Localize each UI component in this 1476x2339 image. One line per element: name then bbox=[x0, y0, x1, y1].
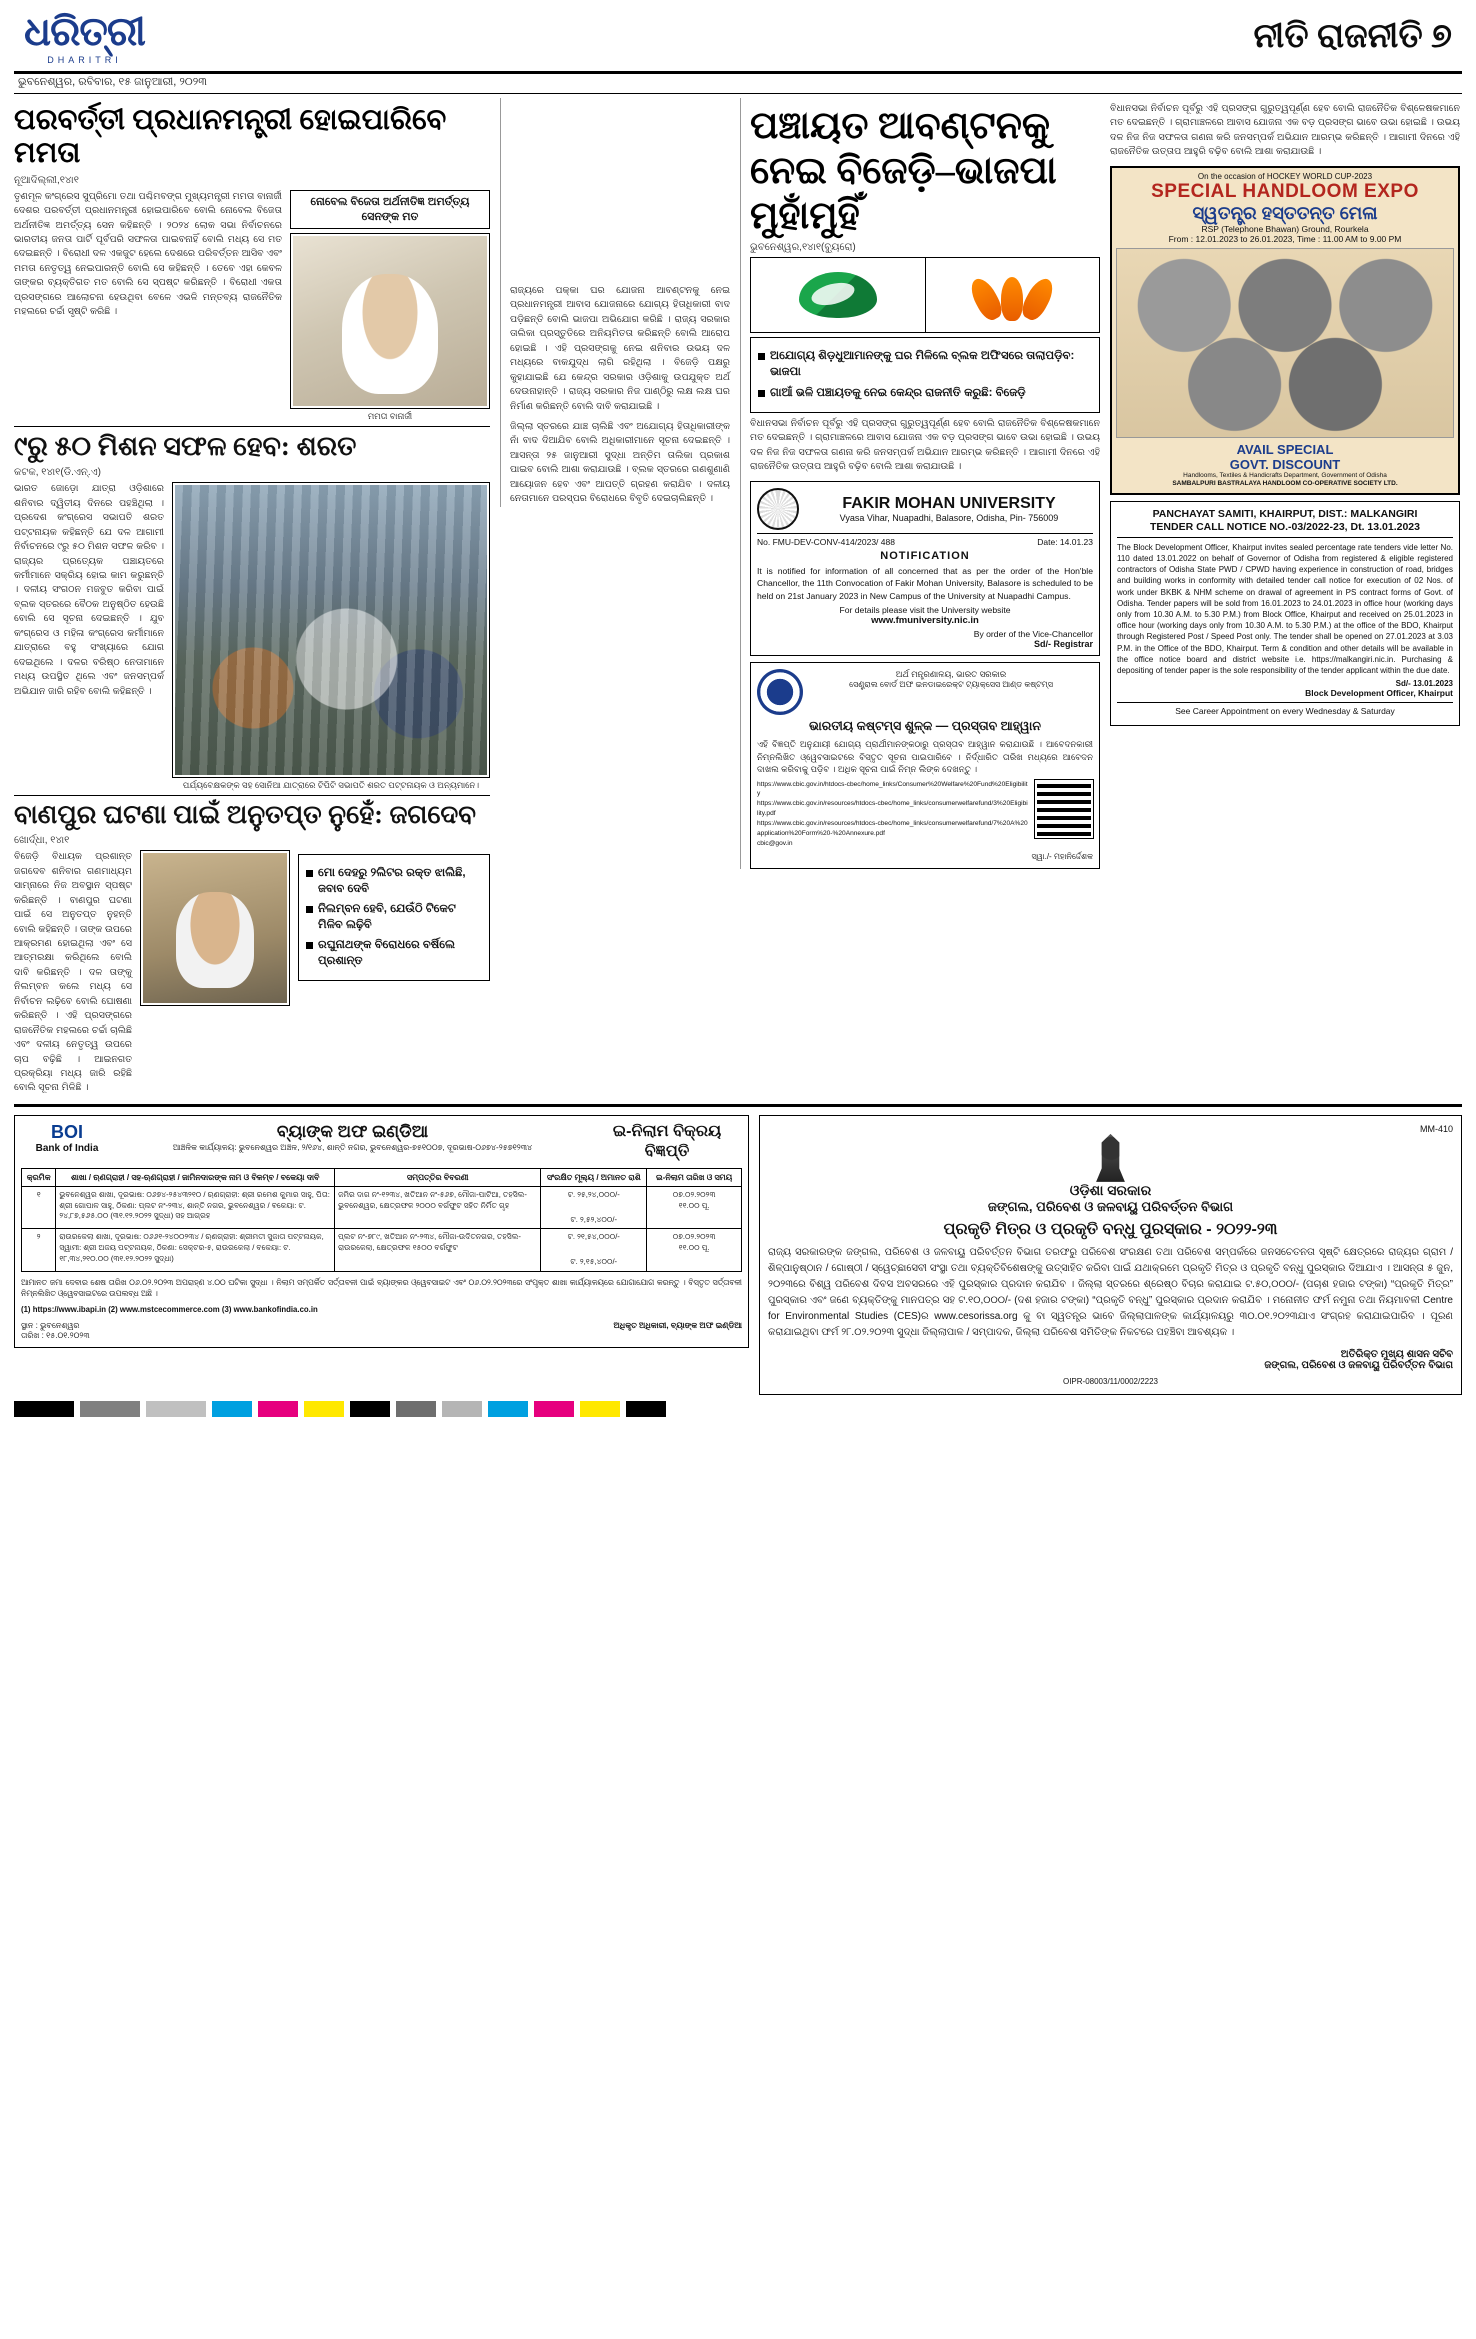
logo-text: ଧରିତ୍ରୀ bbox=[24, 9, 145, 54]
fmu-ref-no: No. FMU-DEV-CONV-414/2023/ 488 bbox=[757, 536, 895, 547]
color-swatch bbox=[146, 1401, 206, 1417]
expo-occasion: On the occasion of HOCKEY WORLD CUP-2023 bbox=[1197, 171, 1373, 181]
lead-right-headline: ପଞ୍ଚାୟତ ଆବଣ୍ଟନକୁ ନେଇ ବିଜେଡ଼ି–ଭାଜପା ମୁହାଁମୁହିଁ bbox=[750, 105, 1057, 237]
story-two-headline: ୯ରୁ ୫୦ ମିଶନ ସଫଳ ହେବ: ଶରତ bbox=[14, 431, 357, 462]
cbic-header bbox=[757, 669, 1093, 715]
boi-sign: ଅଧିକୃତ ଅଧିକାରୀ, ବ୍ୟାଙ୍କ ଅଫ ଇଣ୍ଡିଆ bbox=[613, 1321, 742, 1331]
cell-auction-date: ୦୭.୦୨.୨୦୨୩ bbox=[672, 1232, 716, 1242]
expo-venue: RSP (Telephone Bhawan) Ground, Rourkela bbox=[1201, 223, 1369, 234]
govt-award-title: ପ୍ରକୃତି ମିତ୍ର ଓ ପ୍ରକୃତି ବନ୍ଧୁ ପୁରସ୍କାର - ୨୦୨୨-୨୩ bbox=[943, 1220, 1278, 1238]
odisha-emblem-icon bbox=[1091, 1134, 1131, 1182]
fmu-notification-label: NOTIFICATION bbox=[880, 549, 970, 562]
govt-odisha-ad bbox=[759, 1115, 1462, 1395]
right-column-group bbox=[740, 98, 1460, 869]
qr-code-icon bbox=[1035, 780, 1093, 838]
fmu-address: Vyasa Vihar, Nuapadhi, Balasore, Odisha, Pin- 756009 bbox=[839, 512, 1059, 523]
boi-header bbox=[21, 1122, 742, 1162]
color-swatch bbox=[14, 1401, 74, 1417]
cell-reserve-price: ଟ. ୨୫,୨୪,୦୦୦/- bbox=[567, 1190, 620, 1199]
color-swatch bbox=[396, 1401, 436, 1417]
tender-body: The Block Development Officer, Khairput invites sealed percentage rate tenders vide letter No. 110 dated 13.01.2022 on behalf of Governor of Odisha from registered & eligible registered contractors of Odisha State PWD / CPWD having experience in construction of road, bridges and building works in conformity with detailed tender call notice for execution of 02 Nos. of work under BKBK & NHM scheme on drawal of agreement in PS contract forms of Govt. of Odisha. Tender papers will be sold from 16.01.2023 to 24.01.2023 in office hour (working days only from 10.30 A.M. to 5.30 P.M.) from Block Office, Khairput and received on 25.01.2023 in office hour (working days only from 10.30 A.M. to 5.30 P.M.) at the office of the BDO, Khairput through Registered Post / Speed Post only. The tender shall be opened on 27.01.2023 at 3.03 P.M. in the Office of the BDO, Khairput. Term & condition and other details will be available in the office notice board and district website i.e. https://malkangiri.nic.in. Purchasing & depositing of tender paper is the sole responsibility of the tender applicant within the due date. bbox=[1117, 542, 1453, 675]
color-swatch bbox=[212, 1401, 252, 1417]
cell-reserve-price: ଟ. ୨୧,୫୪,୦୦୦/- bbox=[567, 1232, 620, 1242]
boi-note: ଆମାନତ ଜମା ଦେବାର ଶେଷ ତାରିଖ ୦୬.୦୨.୨୦୨୩ ଅପରାହ୍ଣ ୪.୦୦ ଘଟିକା ସୁଦ୍ଧା । ନିଲାମ ସମ୍ପର୍କିତ ସର୍ତ୍ତାବଳୀ ପାଇଁ ବ୍ୟାଙ୍କର ଓ୍ୱେବସାଇଟ ଏବଂ ୦୬.୦୨.୨୦୨୩ରେ ସଂପୃକ୍ତ ଶାଖା କାର୍ଯ୍ୟାଳୟରେ ଯୋଗାଯୋଗ କରନ୍ତୁ । ବିସ୍ତୃତ ସର୍ତ୍ତାବଳୀ ନିମ୍ନଲିଖିତ ଓ୍ୱେବସାଇଟରେ ଉପଲବ୍ଧ ଅଛି । bbox=[21, 1277, 742, 1298]
fmu-website[interactable]: www.fmuniversity.nic.in bbox=[871, 615, 979, 627]
top-content-area bbox=[14, 98, 1462, 1096]
fmu-header bbox=[757, 488, 1093, 534]
cbic-ad bbox=[750, 662, 1100, 869]
cell-reserve bbox=[541, 1187, 647, 1229]
expo-avail-label: AVAIL SPECIAL bbox=[1236, 441, 1334, 457]
boi-branch-line: ଆଞ୍ଚଳିକ କାର୍ଯ୍ୟାଳୟ: ଭୁବନେଶ୍ୱର ଅଞ୍ଚଳ, ୨/୧୬୪, ଶାନ୍ତି ନଗର, ଭୁବନେଶ୍ୱର-୭୫୧୦୦୭, ଦୂରଭାଷ-୦୬୭୪-୨୫୭୧୨୩୪ bbox=[172, 1142, 533, 1152]
bullet-item: ରଘୁନାଥଙ୍କ ବିରୋଧରେ ବର୍ଷିଲେ ପ୍ରଶାନ୍ତ bbox=[306, 938, 482, 969]
bullet-item: ନିଲମ୍ବନ ହେବି, ଯେଉଁଠି ଟିକେଟ ମିଳିବ ଲଢ଼ିବି bbox=[306, 902, 482, 933]
tender-title: PANCHAYAT SAMITI, KHAIRPUT, DIST.: MALKANGIRI bbox=[1152, 507, 1418, 520]
bullet-item: ଗାଆଁ ଭଳି ପଞ୍ଚାୟତକୁ ନେଇ କେନ୍ଦ୍ର ରାଜନୀତି କରୁଛି: ବିଜେଡ଼ି bbox=[758, 386, 1092, 402]
emblem-icon bbox=[757, 669, 803, 715]
lead-right-col1: ରାଜ୍ୟରେ ପକ୍କା ଘର ଯୋଜନା ଆବଣ୍ଟନକୁ ନେଇ ପ୍ରଧାନମନ୍ତ୍ରୀ ଆବାସ ଯୋଜନାରେ ଯୋଗ୍ୟ ହିତାଧିକାରୀ ବାଦ ପଡ଼ିଛନ୍ତି ବୋଲି ଭାଜପା ଅଭିଯୋଗ କରିଛି । ରାଜ୍ୟ ସରକାର ତାଲିକା ପ୍ରସ୍ତୁତିରେ ଅନିୟମିତତା କରିଛନ୍ତି ବୋଲି ଆରୋପ ହୋଇଛି । ଏହି ପ୍ରସଙ୍ଗକୁ ନେଇ ଶନିବାର ଉଭୟ ଦଳ ମଧ୍ୟରେ ବାକଯୁଦ୍ଧ ଲାଗି ରହିଥିଲା । ବିଜେଡ଼ି ପକ୍ଷରୁ କୁହାଯାଇଛି ଯେ କେନ୍ଦ୍ର ସରକାର ଓଡ଼ିଶାକୁ ଉପଯୁକ୍ତ ଅର୍ଥ ଦେଉନାହାନ୍ତି । ରାଜ୍ୟ ସରକାର ନିଜ ପାଣ୍ଠିରୁ ଲକ୍ଷ ଲକ୍ଷ ଘର ନିର୍ମାଣ କରିଛନ୍ତି ବୋଲି ଦାବି କରାଯାଇଛି । bbox=[510, 285, 730, 412]
jagdeb-photo-frame bbox=[140, 850, 290, 1006]
ad-code: MM-410 bbox=[1419, 1123, 1453, 1134]
boi-place: ସ୍ଥାନ : ଭୁବନେଶ୍ୱର bbox=[21, 1321, 80, 1331]
cell-date bbox=[647, 1187, 742, 1229]
party-logos bbox=[750, 257, 1100, 333]
govt-body: ରାଜ୍ୟ ସରକାରଙ୍କ ଜଙ୍ଗଲ, ପରିବେଶ ଓ ଜଳବାୟୁ ପରିବର୍ତ୍ତନ ବିଭାଗ ତରଫରୁ ପରିବେଶ ସଂରକ୍ଷଣ ତଥା ପରିବେଶ ସମ୍ପର୍କରେ ଜନସଚେତନତା ସୃଷ୍ଟି କ୍ଷେତ୍ରରେ ରାଜ୍ୟର ଗ୍ରାମ / ଶିଳ୍ପାନୁଷ୍ଠାନ / ଗୋଷ୍ଠୀ / ସ୍ୱେଚ୍ଛାସେବୀ ସଂସ୍ଥା ତଥା ବ୍ୟକ୍ତିବିଶେଷଙ୍କୁ ଉତ୍ସାହିତ କରିବା ପାଇଁ ଯଥାକ୍ରମେ ପ୍ରକୃତି ମିତ୍ର ଓ ପ୍ରକୃତି ବନ୍ଧୁ ପୁରସ୍କାର ଦିଆଯାଏ । ଆସନ୍ତା ୫ ଜୁନ, ୨୦୨୩ରେ ବିଶ୍ୱ ପରିବେଶ ଦିବସ ଅବସରରେ ଏହି ପୁରସ୍କାର ପ୍ରଦାନ କରାଯିବ । ଜିଲ୍ଲା ସ୍ତରରେ ଶ୍ରେଷ୍ଠ ବିଚାର କରାଯାଇ ଟ.୫୦,୦୦୦/- (ପଚାଶ ହଜାର ଟଙ୍କା) “ପ୍ରକୃତି ମିତ୍ର” ପୁରସ୍କାର ଏବଂ ଜଣେ ବ୍ୟକ୍ତିଙ୍କୁ ମାନପତ୍ର ସହ ଟ.୧୦,୦୦୦/- (ଦଶ ହଜାର ଟଙ୍କା) “ପ୍ରକୃତି ବନ୍ଧୁ” ପୁରସ୍କାର ପ୍ରଦାନ କରାଯିବ । ମନୋନୀତ ଫର୍ମ ନମୁନା ତଥା ନିୟମାବଳୀ Centre for Environmental Studies (CES)ର www.cesorissa.org କୁ ବା ସ୍ୱତନ୍ତ୍ର ଭାବେ ଜିଲ୍ଲାପାଳଙ୍କ କାର୍ଯ୍ୟାଳୟରୁ ୩୦.୦୧.୨୦୨୩ଯାଏ ସଂଗ୍ରହ କରାଯାଇପାରିବ । ପୂରଣ କରାଯାଇଥିବା ଫର୍ମ ୨୮.୦୨.୨୦୨୩ ସୁଦ୍ଧା ଜିଲ୍ଲାପାଳ / ସମ୍ପାଦକ, ଜିଲ୍ଲା ପରିବେଶ ସମିତିଙ୍କ ନିକଟରେ ପହଞ୍ଚିବା ଆବଶ୍ୟକ । bbox=[768, 1246, 1453, 1338]
fmu-sign-order: By order of the Vice-Chancellor bbox=[973, 629, 1093, 640]
col-branch: ଶାଖା / ଋଣଗ୍ରାହୀ / ସହ-ଋଣଗ୍ରାହୀ / ଜାମିନଦାରଙ୍କ ନାମ ଓ ବିଳମ୍ବ / ବକେୟା ଦାବି bbox=[56, 1168, 335, 1186]
color-swatch bbox=[442, 1401, 482, 1417]
lead-right-col4: ବିଧାନସଭା ନିର୍ବାଚନ ପୂର୍ବରୁ ଏହି ପ୍ରସଙ୍ଗ ଗୁରୁତ୍ୱପୂର୍ଣ୍ଣ ହେବ ବୋଲି ରାଜନୈତିକ ବିଶ୍ଳେଷକମାନେ ମତ ଦେଇଛନ୍ତି । ଗ୍ରାମାଞ୍ଚଳରେ ଆବାସ ଯୋଜନା ଏକ ବଡ଼ ପ୍ରସଙ୍ଗ ଭାବେ ଉଭା ହୋଇଛି । ଉଭୟ ଦଳ ନିଜ ନିଜ ସଫଳତା ଗଣନା କରି ଜନସମ୍ପର୍କ ଅଭିଯାନ ଆରମ୍ଭ କରିଛନ୍ତି । ଆଗାମୀ ଦିନରେ ଏହି ରାଜନୈତିକ ଉତ୍ତାପ ଆହୁରି ବଢ଼ିବ ବୋଲି ଆଶା କରାଯାଉଛି । bbox=[1110, 103, 1460, 158]
bjp-lotus-icon bbox=[925, 258, 1100, 332]
boi-date: ତାରିଖ : ୧୫.୦୧.୨୦୨୩ bbox=[21, 1331, 90, 1341]
cell-emd: ଟ. ୨,୧୫,୪୦୦/- bbox=[570, 1256, 618, 1266]
fmu-details: For details please visit the University website bbox=[839, 605, 1011, 616]
cell-emd: ଟ. ୨,୫୨,୪୦୦/- bbox=[570, 1214, 618, 1224]
mamata-photo-frame bbox=[290, 233, 490, 409]
section-title: ନୀତି ରାଜନୀତି ୭ bbox=[1253, 17, 1452, 55]
publication-logo bbox=[24, 8, 145, 65]
color-swatch bbox=[580, 1401, 620, 1417]
dateline-divider bbox=[14, 93, 1462, 94]
cell-auction-date: ୦୭.୦୨.୨୦୨୩ bbox=[672, 1190, 716, 1199]
cbic-sub: ଅର୍ଥ ମନ୍ତ୍ରଣାଳୟ, ଭାରତ ସରକାର bbox=[895, 669, 1007, 680]
story-three-body: ବିଜେଡ଼ି ବିଧାୟକ ପ୍ରଶାନ୍ତ ଜଗଦେବ ଶନିବାର ଗଣମାଧ୍ୟମ ସାମ୍ନାରେ ନିଜ ଅବସ୍ଥାନ ସ୍ପଷ୍ଟ କରିଛନ୍ତି । ବାଣପୁର ଘଟଣା ପାଇଁ ସେ ଅନୁତପ୍ତ ନୁହନ୍ତି ବୋଲି କହିଛନ୍ତି । ତାଙ୍କ ଉପରେ ଆକ୍ରମଣ ହୋଇଥିଲା ଏବଂ ସେ ଆତ୍ମରକ୍ଷା କରିଥିଲେ ବୋଲି ଦାବି କରିଛନ୍ତି । ଦଳ ତାଙ୍କୁ ନିଲମ୍ବନ କଲେ ମଧ୍ୟ ସେ ନିର୍ବାଚନ ଲଢ଼ିବେ ବୋଲି ଘୋଷଣା କରିଛନ୍ତି । ଏହି ପ୍ରସଙ୍ଗରେ ରାଜନୈତିକ ମହଲରେ ଚର୍ଚ୍ଚା ଚାଲିଛି ଏବଂ ଦଳୀୟ ନେତୃତ୍ୱ ଉପରେ ଚାପ ବଢ଼ିଛି । ଆଇନଗତ ପ୍ରକ୍ରିୟା ମଧ୍ୟ ଜାରି ରହିଛି ବୋଲି ସୂଚନା ମିଳିଛି । bbox=[14, 851, 132, 1094]
masthead bbox=[14, 0, 1462, 69]
table-header-row bbox=[22, 1168, 742, 1186]
govt-header bbox=[768, 1134, 1453, 1215]
cbic-link[interactable]: https://www.cbic.gov.in/htdocs-cbec/home_links/Consumer%20Welfare%20Fund%20Eligibility bbox=[757, 780, 1028, 798]
cbic-heading: ଭାରତୀୟ କଷ୍ଟମ୍ସ ଶୁଳ୍କ — ପ୍ରସ୍ତାବ ଆହ୍ୱାନ bbox=[809, 719, 1041, 734]
rally-photo bbox=[175, 485, 487, 775]
middle-column bbox=[500, 98, 730, 507]
left-column bbox=[14, 98, 490, 1096]
table-row bbox=[22, 1229, 742, 1271]
tender-sign: Sd/- 13.01.2023 bbox=[1395, 679, 1453, 689]
col-property: ସମ୍ପତ୍ତିର ବିବରଣୀ bbox=[335, 1168, 541, 1186]
expo-dates: From : 12.01.2023 to 26.01.2023, Time : 11.00 AM to 9.00 PM bbox=[1168, 233, 1402, 244]
handloom-expo-ad bbox=[1110, 166, 1460, 495]
color-swatch bbox=[488, 1401, 528, 1417]
expo-artwork bbox=[1116, 248, 1454, 438]
expo-discount-label: GOVT. DISCOUNT bbox=[1229, 456, 1341, 472]
cell-reserve bbox=[541, 1229, 647, 1271]
boi-title-block bbox=[121, 1122, 584, 1153]
lead-left-body: ତୃଣମୂଳ କଂଗ୍ରେସ ସୁପ୍ରିମୋ ତଥା ପଶ୍ଚିମବଙ୍ଗ ମୁଖ୍ୟମନ୍ତ୍ରୀ ମମତା ବାନାର୍ଜୀ ଦେଶର ପରବର୍ତ୍ତୀ ପ୍ରଧାନମନ୍ତ୍ରୀ ହୋଇପାରିବେ ବୋଲି ନୋବେଲ ବିଜେତା ଅର୍ଥନୀତିଜ୍ଞ ଅମର୍ତ୍ତ୍ୟ ସେନ କହିଛନ୍ତି । ୨୦୨୪ ଲୋକ ସଭା ନିର୍ବାଚନରେ ଭାରତୀୟ ଜନତା ପାର୍ଟି ପୂର୍ବପରି ସଫଳତା ପାଇବନାହିଁ ବୋଲି ମଧ୍ୟ ସେ ମତ ଦେଇଛନ୍ତି । ବିରୋଧୀ ଦଳ ଏକଜୁଟ ହେଲେ ଦେଶରେ ପରିବର୍ତ୍ତନ ଆସିବ ଏବଂ ମମତା ନେତୃତ୍ୱ ନେଇପାରନ୍ତି ବୋଲି ସେ କହିଛନ୍ତି । ତେବେ ଏହା କେବଳ ତାଙ୍କର ବ୍ୟକ୍ତିଗତ ମତ ବୋଲି ସେ ସ୍ପଷ୍ଟ କରିଛନ୍ତି । ବିରୋଧୀ ଏକତା ପ୍ରସଙ୍ଗରେ ଆଲୋଚନା ହେଉଥିବା ବେଳେ ଏଭଳି ମନ୍ତବ୍ୟ ରାଜନୈତିକ ମହଲରେ ଚର୍ଚ୍ଚା ସୃଷ୍ଟି କରିଛି । bbox=[14, 190, 282, 318]
cell-property: ପ୍ଲଟ ନଂ-୭୮୯, ଖତିଆନ ନଂ-୨୩୪, ମୌଜା-ଉଦିତନଗର, ତହସିଲ-ରାଉରକେଲା, କ୍ଷେତ୍ରଫଳ ୧୫୦୦ ବର୍ଗଫୁଟ bbox=[335, 1229, 541, 1271]
expo-title: SPECIAL HANDLOOM EXPO bbox=[1151, 180, 1419, 202]
cell-branch: ରାଉରକେଲା ଶାଖା, ଦୂରଭାଷ: ୦୬୬୧-୨୪୦୦୨୩୪ / ଋଣଗ୍ରାହୀ: ଶ୍ରୀମତୀ ସୁଜାତା ପଟ୍ଟନାୟକ, ସ୍ୱାମୀ: ଶ୍ରୀ ଅଜୟ ପଟ୍ଟନାୟକ, ଠିକଣା: ସେକ୍ଟର-୫, ରାଉରକେଲା / ବକେୟା: ଟ. ୧୮,୩୪,୨୧୦.୦୦ (୩୧.୧୨.୨୦୨୨ ସୁଦ୍ଧା) bbox=[56, 1229, 335, 1271]
lead-left-boxed-caption: ନୋବେଲ ବିଜେତା ଅର୍ଥନୀତିଜ୍ଞ ଅମର୍ତ୍ତ୍ୟ ସେନଙ୍କ ମତ bbox=[290, 190, 490, 230]
col-date: ଇ-ନିଲାମ ତାରିଖ ଓ ସମୟ bbox=[647, 1168, 742, 1186]
color-swatch bbox=[258, 1401, 298, 1417]
bullet-item: ମୋ ଦେହରୁ ୨ଲିଟର ରକ୍ତ ଝାଲିଛି, ଜବାବ ଦେବି bbox=[306, 866, 482, 897]
fmu-notification-ad bbox=[750, 481, 1100, 656]
govt-sign-1: ଅତିରିକ୍ତ ମୁଖ୍ୟ ଶାସନ ସଚିବ bbox=[1340, 1348, 1453, 1360]
mamata-photo bbox=[293, 236, 487, 406]
bottom-content-area bbox=[14, 1115, 1462, 1395]
lead-left-headline: ପରବର୍ତ୍ତୀ ପ୍ରଧାନମନ୍ତ୍ରୀ ହୋଇପାରିବେ ମମତା bbox=[14, 104, 447, 170]
story-two-body: ଭାରତ ଜୋଡ଼ୋ ଯାତ୍ରା ଓଡ଼ିଶାରେ ଶନିବାର ଦ୍ୱିତୀୟ ଦିନରେ ପହଞ୍ଚିଥିଲା । ପ୍ରଦେଶ କଂଗ୍ରେସ ସଭାପତି ଶରତ ପଟ୍ଟନାୟକ କହିଛନ୍ତି ଯେ ଦଳ ଆଗାମୀ ନିର୍ବାଚନରେ ୯ରୁ ୫୦ ମିଶନ ସଫଳ କରିବ । ରାଜ୍ୟର ପ୍ରତ୍ୟେକ ପଞ୍ଚାୟତରେ କର୍ମୀମାନେ ସକ୍ରିୟ ହୋଇ କାମ କରୁଛନ୍ତି । ଦଳୀୟ ସଂଗଠନ ମଜବୁତ କରିବା ପାଇଁ ବ୍ଲକ ସ୍ତରରେ ବୈଠକ ଅନୁଷ୍ଠିତ ହେଉଛି ବୋଲି ସେ ସୂଚନା ଦେଇଛନ୍ତି । ଯୁବ କଂଗ୍ରେସ ଓ ମହିଳା କଂଗ୍ରେସ କର୍ମୀମାନେ ଯାତ୍ରାରେ ବହୁ ସଂଖ୍ୟାରେ ଯୋଗ ଦେଇଥିଲେ । ଦଳର ବରିଷ୍ଠ ନେତାମାନେ ମଧ୍ୟ ଉପସ୍ଥିତ ଥିଲେ ଏବଂ ଜନସମ୍ପର୍କ ଅଭିଯାନ ଜାରି ରହିବ ବୋଲି କହିଛନ୍ତି । bbox=[14, 483, 164, 697]
story-three-headline: ବାଣପୁର ଘଟଣା ପାଇଁ ଅନୁତପ୍ତ ନୁହେଁ: ଜଗଦେବ bbox=[14, 800, 477, 830]
cell-serial: ୨ bbox=[22, 1229, 56, 1271]
cbic-link[interactable]: https://www.cbic.gov.in/resources/htdocs-cbec/home_links/consumerwelfarefund/7%20A%20application%20Form%20-%20Annexure.pdf bbox=[757, 820, 1028, 837]
expo-footer-society: SAMBALPURI BASTRALAYA HANDLOOM CO-OPERATIVE SOCIETY LTD. bbox=[1172, 480, 1398, 488]
color-swatch bbox=[626, 1401, 666, 1417]
boi-abbr: BOI bbox=[50, 1121, 83, 1142]
tender-notice-no: TENDER CALL NOTICE NO.-03/2022-23, Dt. 13.01.2023 bbox=[1117, 521, 1453, 538]
boi-name-en: Bank of India bbox=[35, 1143, 99, 1155]
tender-ad bbox=[1110, 501, 1460, 727]
boi-logo bbox=[21, 1122, 113, 1156]
cbic-sub2: ସେଣ୍ଟ୍ରାଲ ବୋର୍ଡ ଅଫ ଇନଡାଇରେକ୍ଟ ଟ୍ୟାକ୍ସେସ ଆଣ୍ଡ କଷ୍ଟମ୍ସ bbox=[849, 680, 1053, 690]
govt-name: ଓଡ଼ିଶା ସରକାର bbox=[1069, 1181, 1152, 1198]
lead-right-col2: ଜିଲ୍ଲା ସ୍ତରରେ ଯାଞ୍ଚ ଚାଲିଛି ଏବଂ ଅଯୋଗ୍ୟ ହିତାଧିକାରୀଙ୍କ ନାଁ ବାଦ ଦିଆଯିବ ବୋଲି ଅଧିକାରୀମାନେ ସୂଚନା ଦେଇଛନ୍ତି । ଆସନ୍ତା ୨୫ ଜାନୁଆରୀ ସୁଦ୍ଧା ଅନ୍ତିମ ତାଲିକା ପ୍ରକାଶ ପାଇବ ବୋଲି ଆଶା କରାଯାଉଛି । ବ୍ଲକ ସ୍ତରରେ ଗଣଶୁଣାଣି ଆୟୋଜନ ହେବ ଏବଂ ଆପତ୍ତି ଗ୍ରହଣ କରାଯିବ । ଦଳୀୟ ନେତାମାନେ ପରସ୍ପର ବିରୋଧରେ ବିବୃତି ଦେଇଚାଲିଛନ୍ତି । bbox=[510, 420, 730, 505]
govt-oipr-code: OIPR-08003/11/0002/2223 bbox=[1062, 1376, 1159, 1386]
story-two-byline: କଟକ, ୧୪ା୧(ଡି.ଏନ୍.ଏ) bbox=[14, 467, 101, 479]
fmu-title: FAKIR MOHAN UNIVERSITY bbox=[842, 494, 1056, 512]
lead-right-col3: ବିଧାନସଭା ନିର୍ବାଚନ ପୂର୍ବରୁ ଏହି ପ୍ରସଙ୍ଗ ଗୁରୁତ୍ୱପୂର୍ଣ୍ଣ ହେବ ବୋଲି ରାଜନୈତିକ ବିଶ୍ଳେଷକମାନେ ମତ ଦେଇଛନ୍ତି । ଗ୍ରାମାଞ୍ଚଳରେ ଆବାସ ଯୋଜନା ଏକ ବଡ଼ ପ୍ରସଙ୍ଗ ଭାବେ ଉଭା ହୋଇଛି । ଉଭୟ ଦଳ ନିଜ ନିଜ ସଫଳତା ଗଣନା କରି ଜନସମ୍ପର୍କ ଅଭିଯାନ ଆରମ୍ଭ କରିଛନ୍ତି । ଆଗାମୀ ଦିନରେ ଏହି ରାଜନୈତିକ ଉତ୍ତାପ ଆହୁରି ବଢ଼ିବ ବୋଲି ଆଶା କରାଯାଉଛି । bbox=[750, 418, 1100, 473]
expo-footer-dept: Handlooms, Textiles & Handicrafts Department, Government of Odisha bbox=[1183, 471, 1387, 479]
col-reserve: ସଂରକ୍ଷିତ ମୂଲ୍ୟ / ଅମାନତ ରାଶି bbox=[541, 1168, 647, 1186]
cell-date bbox=[647, 1229, 742, 1271]
boi-title-odia: ବ୍ୟାଙ୍କ ଅଫ ଇଣ୍ଡିଆ bbox=[276, 1121, 429, 1141]
far-right-column bbox=[1110, 98, 1460, 869]
cell-property: ଜମିର ଦାଗ ନଂ-୧୨୩୪, ଖତିଆନ ନଂ-୫୬୭, ମୌଜା-ପାଟିଆ, ତହସିଲ-ଭୁବନେଶ୍ୱର, କ୍ଷେତ୍ରଫଳ ୨୦୦୦ ବର୍ଗଫୁଟ ସହିତ ନିର୍ମିତ ଗୃହ bbox=[335, 1187, 541, 1229]
mamata-photo-caption: ମମତା ବାନାର୍ଜୀ bbox=[367, 411, 413, 422]
bullet-item: ଅଯୋଗ୍ୟ ଶିଡ଼ଧୁଆମାନଙ୍କୁ ଘର ମିଳିଲେ ବ୍ଲକ ଅଫିସରେ ତାଲାପଡ଼ିବ: ଭାଜପା bbox=[758, 349, 1092, 380]
rally-photo-frame bbox=[172, 482, 490, 778]
career-appointment-line: See Career Appointment on every Wednesday & Saturday bbox=[1117, 702, 1453, 719]
lead-left-byline: ନୂଆଦିଲ୍ଲୀ,୧୪ା୧ bbox=[14, 174, 79, 186]
color-swatch bbox=[350, 1401, 390, 1417]
fmu-date: Date: 14.01.23 bbox=[1037, 536, 1093, 547]
color-swatch bbox=[80, 1401, 140, 1417]
cbic-link[interactable]: https://www.cbic.gov.in/resources/htdocs-cbec/home_links/consumerwelfarefund/3%20Eligibility.pdf bbox=[757, 800, 1028, 818]
color-swatch bbox=[534, 1401, 574, 1417]
rally-photo-caption: ପର୍ଯ୍ୟବେକ୍ଷକଙ୍କ ସହ ସୋନିଆ ଯାତ୍ରାରେ ଟିପିଟି ସଭାପତି ଶରତ ପଟ୍ଟନାୟକ ଓ ଅନ୍ୟମାନେ। bbox=[182, 780, 480, 791]
cell-branch: ଭୁବନେଶ୍ୱର ଶାଖା, ଦୂରଭାଷ: ୦୬୭୪-୨୫୪୩୨୧୦ / ଋଣଗ୍ରାହୀ: ଶ୍ରୀ ରମେଶ କୁମାର ସାହୁ, ପିତା: ଶ୍ରୀ ଗୋପାଳ ସାହୁ, ଠିକଣା: ପ୍ଲଟ ନଂ-୨୩୪, ଶାନ୍ତି ନଗର, ଭୁବନେଶ୍ୱର / ବକେୟା: ଟ. ୨୪,୮୭,୫୬୫.୦୦ (୩୧.୧୨.୨୦୨୨ ସୁଦ୍ଧା) ସହ ଆଗ୍ରହ bbox=[56, 1187, 335, 1229]
govt-dept: ଜଙ୍ଗଲ, ପରିବେଶ ଓ ଜଳବାୟୁ ପରିବର୍ତ୍ତନ ବିଭାଗ bbox=[987, 1198, 1234, 1214]
col-serial: କ୍ରମିକ bbox=[22, 1168, 56, 1186]
cbic-body: ଏହି ବିଜ୍ଞପ୍ତି ଅନୁଯାୟୀ ଯୋଗ୍ୟ ପ୍ରାର୍ଥୀମାନଙ୍କଠାରୁ ପ୍ରସ୍ତାବ ଆହ୍ୱାନ କରାଯାଉଛି । ଆବେଦନକାରୀ ନିମ୍ନଲିଖିତ ଓ୍ୱେବସାଇଟରେ ବିସ୍ତୃତ ସୂଚନା ପାଇପାରିବେ । ନିର୍ଦ୍ଧାରିତ ତାରିଖ ମଧ୍ୟରେ ଆବେଦନ ଦାଖଲ କରିବାକୁ ପଡ଼ିବ । ଅଧିକ ସୂଚନା ପାଇଁ ନିମ୍ନ ଲିଙ୍କ ଦେଖନ୍ତୁ । bbox=[757, 739, 1093, 775]
fmu-body: It is notified for information of all concerned that as per the order of the Hon'ble Chancellor, the 11th Convocation of Fakir Mohan University, Balasore is scheduled to be held on 21st January 2023 in New Campus of the University at Nuapadhi Campus. bbox=[757, 565, 1093, 601]
jagdeb-photo bbox=[143, 853, 287, 1003]
boi-eauction-title: ଇ-ନିଲାମ ବିକ୍ରୟ ବିଜ୍ଞପ୍ତି bbox=[612, 1122, 722, 1160]
color-swatch bbox=[304, 1401, 344, 1417]
table-row bbox=[22, 1187, 742, 1229]
lead-right-byline: ଭୁବନେଶ୍ୱର,୧୪ା୧(ବ୍ୟୁରୋ) bbox=[750, 242, 856, 254]
govt-sign-2: ଜଙ୍ଗଲ, ପରିବେଶ ଓ ଜଳବାୟୁ ପରିବର୍ତ୍ତନ ବିଭାଗ bbox=[1264, 1359, 1453, 1371]
cell-auction-time: ୧୧.୦୦ ପୂ. bbox=[678, 1200, 710, 1210]
story-three-byline: ଖୋର୍ଦ୍ଧା, ୧୪ା୧ bbox=[14, 835, 70, 847]
tender-officer: Block Development Officer, Khairput bbox=[1305, 688, 1453, 699]
boi-auction-table bbox=[21, 1168, 742, 1272]
fmu-sign-registrar: Sd/- Registrar bbox=[1033, 639, 1093, 650]
bjd-conch-icon bbox=[751, 258, 925, 332]
cbic-sign: ସ୍ୱା./- ମହାନିର୍ଦ୍ଦେଶକ bbox=[1031, 851, 1093, 861]
cell-serial: ୧ bbox=[22, 1187, 56, 1229]
bottom-divider bbox=[14, 1104, 1462, 1107]
lead-right-bullets bbox=[750, 337, 1100, 413]
university-seal-icon bbox=[757, 488, 799, 530]
boi-eauction-ad bbox=[14, 1115, 749, 1349]
cell-auction-time: ୧୧.୦୦ ପୂ. bbox=[678, 1242, 710, 1252]
cbic-email[interactable]: cbic@gov.in bbox=[757, 839, 793, 847]
logo-subtext: DHARITRI bbox=[47, 55, 122, 65]
boi-links[interactable]: (1) https://www.ibapi.in (2) www.mstcecommerce.com (3) www.bankofindia.co.in bbox=[21, 1305, 318, 1315]
color-registration-bar bbox=[14, 1401, 1462, 1417]
dateline: ଭୁବନେଶ୍ୱର, ରବିବାର, ୧୫ ଜାନୁଆରୀ, ୨୦୨୩ bbox=[18, 76, 207, 88]
story-three-bullets bbox=[298, 854, 490, 981]
expo-odia-title: ସ୍ୱତନ୍ତ୍ର ହସ୍ତତନ୍ତ ମେଳା bbox=[1192, 202, 1378, 223]
